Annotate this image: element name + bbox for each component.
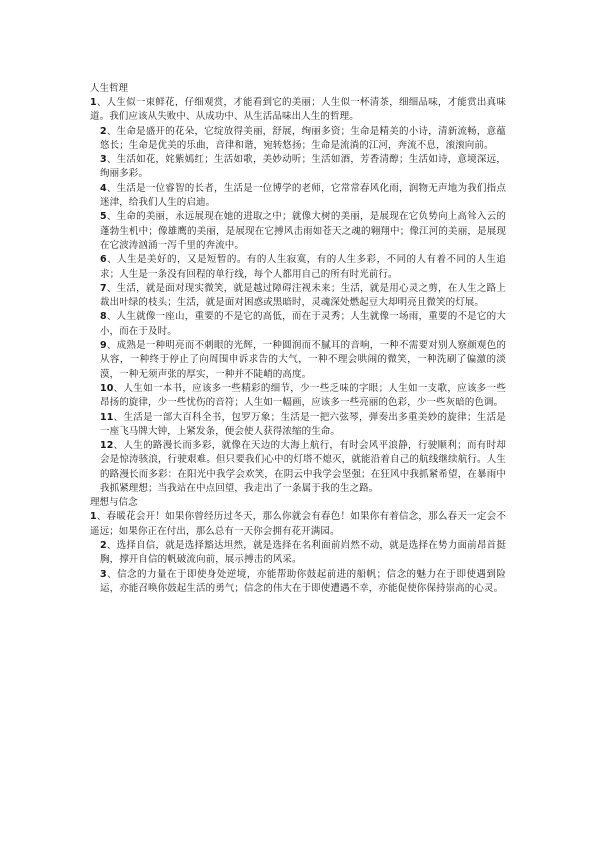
paragraph-6 xyxy=(90,253,506,282)
paragraph-text: 人生似一束鲜花，仔细观赏，才能看到它的美丽；人生似一杯清茶，细细品味，才能赏出真味道。我们应该从失败中、从成功中、从生活品味出人生的哲理。 xyxy=(90,97,506,123)
paragraph-number: 12 xyxy=(100,440,114,452)
paragraph-text: 选择自信，就是选择豁达坦然，就是选择在名利面前岿然不动，就是选择在势力面前昂首挺胸，撑开自信的帆破流向前，展示搏击的风采。 xyxy=(100,539,506,566)
paragraph-3 xyxy=(90,153,506,182)
paragraph-number: 2 xyxy=(100,125,107,137)
paragraph-text: 人生是美好的，又是短暂的。有的人生寂寞，有的人生多彩，不同的人有着不同的人生追求；人生是一条没有回程的单行线，每个人都用自己的所有时光前行。 xyxy=(100,254,506,280)
paragraph-1 xyxy=(90,96,506,125)
paragraph-text: 生活如花，姹紫嫣红；生活如歌，美妙动听；生活如酒，芳香清醇；生活如诗，意境深远，绚丽多彩。 xyxy=(100,154,506,180)
paragraph-text: 生命是盛开的花朵，它绽放得美丽，舒展，绚丽多资；生命是精美的小诗，清新流畅，意蕴悠长；生命是优美的乐曲，音律和谐，宛转悠扬；生命是流淌的江河，奔流不息，滚滚向前。 xyxy=(100,125,506,151)
paragraph-sep: 、 xyxy=(96,97,107,108)
paragraph-number: 5 xyxy=(100,211,107,223)
paragraph-number: 2 xyxy=(100,539,107,551)
paragraph-2 xyxy=(90,125,506,154)
section-title: 人生哲理 xyxy=(90,83,129,94)
paragraph-text: 生活，就是面对现实微笑，就是越过障碍注视未来；生活，就是用心灵之剪，在人生之路上裁出叶绿的枝头；生活，就是面对困惑或黑暗时，灵魂深处燃起豆大却明亮且微笑的灯展。 xyxy=(100,282,506,309)
paragraph-number: 11 xyxy=(100,411,114,423)
paragraph-number: 6 xyxy=(100,254,107,266)
section-ideals-and-beliefs xyxy=(90,496,506,596)
paragraph-sep: 、 xyxy=(96,511,107,523)
paragraph-text: 人生的路漫长而多彩，就像在天边的大海上航行，有时会风平浪静，行驶顺利；而有时却会是惊涛骇浪，行驶艰难。但只要我们心中的灯塔不熄灭，就能沿着自己的航线继续航行。人生的路漫长而多彩：在阳光中我学会欢笑，在阴云中我学会坚强；在狂风中我抓紧希望，在暴雨中我抓紧理想；当我站在中点回望，我走出了一条属于我的生之路。 xyxy=(100,440,506,495)
document-page xyxy=(90,82,506,596)
paragraph-number: 3 xyxy=(100,154,107,166)
paragraph-text: 人生就像一座山，重要的不是它的高低，而在于灵秀；人生就像一场雨，重要的不是它的大小，而在于及时。 xyxy=(100,311,506,337)
paragraph-4 xyxy=(90,182,506,211)
paragraph-sep: 、 xyxy=(106,568,118,580)
paragraph-number: 8 xyxy=(100,311,107,323)
paragraph-number: 3 xyxy=(100,568,107,580)
paragraph-sep: 、 xyxy=(106,311,117,323)
paragraph-sep: 、 xyxy=(113,440,124,452)
paragraph-sep: 、 xyxy=(106,125,117,137)
paragraph-1 xyxy=(90,510,506,539)
paragraph-sep: 、 xyxy=(106,282,117,294)
paragraph-sep: 、 xyxy=(106,254,118,266)
paragraph-9 xyxy=(90,339,506,382)
paragraph-sep: 、 xyxy=(106,182,117,194)
paragraph-number: 1 xyxy=(90,511,97,523)
paragraph-sep: 、 xyxy=(106,539,117,551)
paragraph-number: 7 xyxy=(100,282,107,294)
paragraph-sep: 、 xyxy=(106,340,117,352)
paragraph-sep: 、 xyxy=(113,382,124,394)
paragraph-text: 人生如一本书，应该多一些精彩的细节，少一些乏味的字眼；人生如一支歌，应该多一些昂扬的旋律，少一些忧伤的音符；人生如一幅画，应该多一些亮丽的色彩，少一些灰暗的色调。 xyxy=(100,382,506,409)
paragraph-12 xyxy=(90,439,506,496)
paragraph-text: 生活是一部大百科全书，包罗万象；生活是一把六弦琴，弹奏出多重美妙的旋律；生活是一座飞马牌大钟，上紧发条，便会使人获得浓缩的生命。 xyxy=(100,411,506,437)
paragraph-8 xyxy=(90,310,506,339)
paragraph-number: 9 xyxy=(100,340,107,352)
paragraph-3 xyxy=(90,568,506,597)
paragraph-text: 生命的美丽，永远展现在她的进取之中；就像大树的美丽，是展现在它负势向上高耸入云的蓬勃生机中；像雄鹰的美丽，是展现在它搏风击雨如苍天之魂的翱翔中；像江河的美丽，是展现在它波涛汹涌一泻千里的奔流中。 xyxy=(100,211,506,251)
paragraph-7 xyxy=(90,282,506,311)
paragraph-sep: 、 xyxy=(106,154,117,166)
paragraph-text: 信念的力量在于即使身处逆境，亦能帮助你鼓起前进的船帆；信念的魅力在于即使遇到险运，亦能召唤你鼓起生活的勇气；信念的伟大在于即使遭遇不幸，亦能促使你保持崇高的心灵。 xyxy=(100,568,506,594)
paragraph-number: 4 xyxy=(100,182,107,194)
paragraph-sep: 、 xyxy=(106,211,117,223)
paragraph-number: 1 xyxy=(90,97,97,108)
paragraph-11 xyxy=(90,411,506,440)
section-life-philosophy xyxy=(90,82,506,496)
paragraph-2 xyxy=(90,539,506,568)
section-title: 理想与信念 xyxy=(90,497,138,509)
paragraph-5 xyxy=(90,210,506,253)
paragraph-text: 生活是一位睿智的长者，生活是一位博学的老师，它常常春风化雨，润物无声地为我们指点迷津，给我们人生的启迪。 xyxy=(100,182,506,209)
paragraph-sep: 、 xyxy=(113,411,124,423)
paragraph-number: 10 xyxy=(100,382,114,394)
paragraph-text: 春暖花会开！如果你曾经历过冬天，那么你就会有春色！如果你有着信念，那么春天一定会不遥远；如果你正在付出，那么总有一天你会拥有花开满园。 xyxy=(90,511,506,537)
paragraph-10 xyxy=(90,382,506,411)
paragraph-text: 成熟是一种明亮而不刺眼的光辉，一种圆润而不腻耳的音响，一种不需要对别人察颜观色的从容，一种终于停止了向周围申诉求告的大气，一种不理会哄闹的微笑，一种洗刷了偏激的淡漠，一种无须声张的厚实，一种并不陡峭的高度。 xyxy=(100,340,506,380)
